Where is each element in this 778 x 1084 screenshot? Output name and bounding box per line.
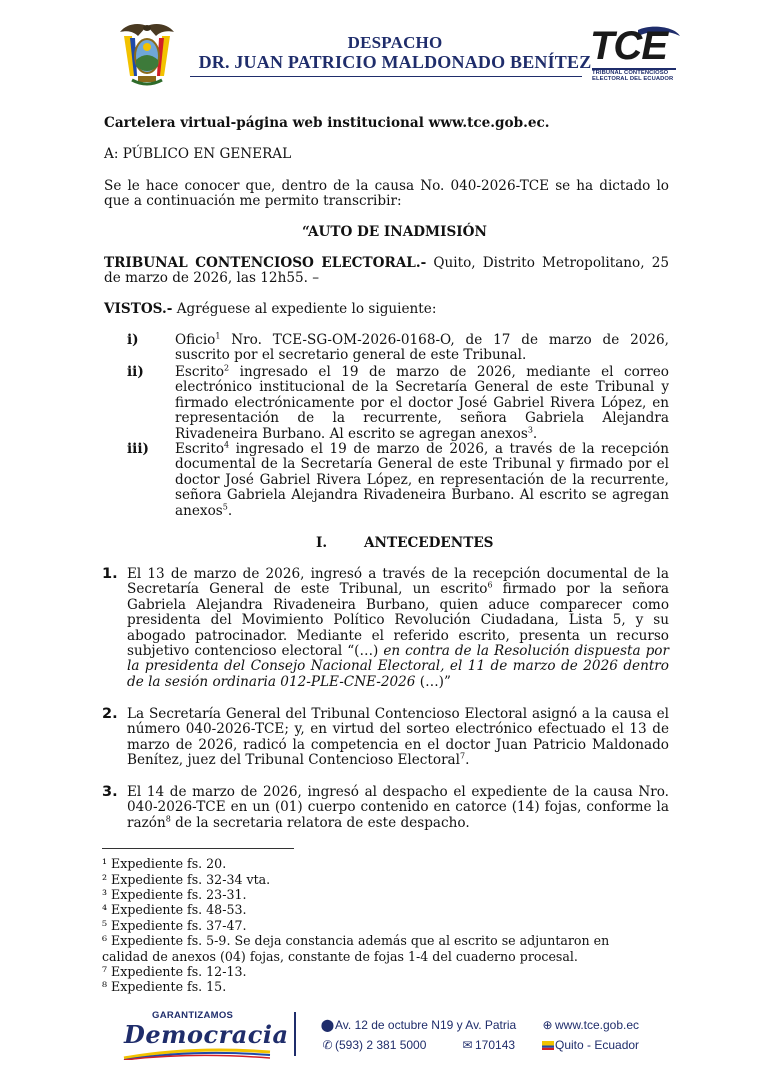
- footnote-ref: 1: [215, 331, 221, 341]
- footnote: ⁵ Expediente fs. 37-47.: [102, 918, 247, 933]
- footer-divider: [294, 1012, 296, 1056]
- footer-pobox: [460, 1038, 515, 1052]
- item-text: El 13 de marzo de 2026, ingresó a través de la recepción documental de la Secretaría General de este Tribunal, un escrito: [127, 566, 669, 598]
- pobox-text: 170143: [475, 1038, 516, 1052]
- numbered-item: [127, 567, 669, 690]
- item-text: ingresado el 19 de marzo de 2026, mediante el correo electrónico institucional de la Secretaría General de este Tribunal y firmado electrónicamente por el doctor José Gabriel Rivera López, en representación de la recurrente, señora Gabriela Alejandra Rivadeneira Burbano. Al escrito se agregan anexos: [175, 364, 669, 442]
- footnote-ref: 4: [224, 440, 230, 450]
- globe-icon: ⊕: [542, 1018, 553, 1032]
- item-text: .: [532, 425, 538, 442]
- list-item: [175, 333, 669, 364]
- numbered-item: [127, 785, 669, 831]
- numbered-item: [127, 707, 669, 769]
- list-item: [175, 365, 669, 442]
- website-text: www.tce.gob.ec: [555, 1018, 640, 1032]
- democracia-logo-main: Democracia: [124, 1020, 289, 1049]
- item-text: ingresado el 19 de marzo de 2026, a través de la recepción documental de la Secretaría General de este Tribunal y firmado por el doctor José Gabriel Rivera López, en representación de la recurrente, señora Gabriela Alejandra Rivadeneira Burbano. Al escrito se agregan anexos: [175, 441, 669, 519]
- tce-logo-subtitle-2: ELECTORAL DEL ECUADOR: [592, 76, 674, 82]
- tce-logo: [588, 26, 684, 88]
- footnote-ref: 5: [222, 502, 228, 512]
- footnote-ref: 8: [165, 814, 171, 824]
- item-text: Oficio: [175, 332, 216, 348]
- footnote: ⁸ Expediente fs. 15.: [102, 979, 227, 994]
- item-text: Nro. TCE-SG-OM-2026-0168-O, de 17 de marzo de 2026, suscrito por el secretario general de este Tribunal.: [175, 332, 669, 364]
- phone-text: (593) 2 381 5000: [335, 1038, 427, 1052]
- item-text: La Secretaría General del Tribunal Contencioso Electoral asignó a la causa el número 040-2026-TCE; y, en virtud del sorteo electrónico efectuado el 13 de marzo de 2026, radicó la competencia en el doctor Juan Patricio Maldonado Benítez, juez del Tribunal Contencioso Electoral: [127, 706, 669, 769]
- item-text: El 14 de marzo de 2026, ingresó al despacho el expediente de la causa Nro. 040-2026-TCE en un (01) cuerpo contenido en catorce (14) fojas, conforme la razón: [127, 784, 669, 831]
- footnote: ³ Expediente fs. 23-31.: [102, 887, 247, 902]
- numbered-item-number: 2.: [102, 706, 118, 722]
- item-text: de la secretaria relatora de este despacho.: [170, 814, 470, 831]
- tribunal-heading: TRIBUNAL CONTENCIOSO ELECTORAL.-: [104, 255, 427, 271]
- item-text: firmado por la señora Gabriela Alejandra Rivadeneira Burbano, quien aduce comparecer como presidenta del Movimiento Político Revolución Ciudadana, Lista 5, y su abogado patrocinador. Mediante el referido escrito, presenta un recurso subjetivo contencioso electoral “(…): [127, 581, 669, 660]
- ecuador-coat-of-arms: [116, 20, 178, 88]
- tce-logo-text: TCE: [590, 24, 667, 68]
- flag-swoosh-icon: [122, 1048, 272, 1060]
- recipient-line: A: PÚBLICO EN GENERAL: [104, 146, 292, 162]
- city-text: Quito - Ecuador: [555, 1038, 640, 1052]
- footer-website: [540, 1018, 639, 1032]
- list-item: [175, 442, 669, 519]
- footer-address: [320, 1018, 516, 1032]
- footnote: ² Expediente fs. 32-34 vta.: [102, 872, 271, 887]
- item-text: Escrito: [175, 364, 225, 380]
- footnote-divider: [102, 848, 294, 849]
- democracia-logo-top: GARANTIZAMOS: [152, 1010, 234, 1021]
- footnote-ref: 6: [487, 580, 493, 590]
- vistos-heading: VISTOS.-: [104, 301, 173, 317]
- address-text: Av. 12 de octubre N19 y Av. Patria: [335, 1018, 517, 1032]
- tribunal-paragraph: [104, 256, 669, 287]
- mail-icon: ✉: [462, 1038, 473, 1052]
- footnote-ref: 3: [527, 425, 533, 435]
- auto-title: “AUTO DE INADMISIÓN: [302, 224, 487, 240]
- section-title: ANTECEDENTES: [364, 535, 494, 551]
- item-text: Escrito: [175, 441, 225, 457]
- item-label: ii): [127, 364, 144, 380]
- intro-paragraph: Se le hace conocer que, dentro de la causa No. 040-2026-TCE se ha dictado lo que a continuación me permito transcribir:: [104, 178, 669, 210]
- item-text: (…)”: [415, 673, 451, 690]
- header-judge-name: DR. JUAN PATRICIO MALDONADO BENÍTEZ: [198, 52, 592, 72]
- footnote-ref: 2: [224, 363, 230, 373]
- cartelera-line: Cartelera virtual-página web institucional www.tce.gob.ec.: [104, 115, 550, 131]
- quoted-resolution: en contra de la Resolución dispuesta por la presidenta del Consejo Nacional Electoral, el 11 de marzo de 2026 dentro de la sesión ordinaria 012-PLE-CNE-2026: [127, 643, 669, 690]
- phone-icon: ✆: [322, 1038, 333, 1052]
- numbered-item-number: 1.: [102, 566, 118, 582]
- tce-logo-subtitle-1: TRIBUNAL CONTENCIOSO: [592, 70, 669, 76]
- header-divider: [190, 76, 582, 77]
- section-number: I.: [316, 535, 328, 551]
- democracia-logo: [118, 1008, 289, 1064]
- footnote: ⁴ Expediente fs. 48-53.: [102, 902, 247, 917]
- item-label: i): [127, 332, 139, 348]
- item-label: iii): [127, 441, 149, 457]
- item-text: .: [465, 752, 470, 769]
- tribunal-date: Quito, Distrito Metropolitano, 25 de marzo de 2026, las 12h55. –: [104, 255, 669, 287]
- ecuador-flag-icon: [540, 1038, 555, 1052]
- footnote-ref: 7: [460, 751, 466, 761]
- coat-of-arms-icon: [116, 20, 178, 88]
- footnote: ⁷ Expediente fs. 12-13.: [102, 964, 247, 979]
- numbered-item-number: 3.: [102, 784, 118, 800]
- item-text: .: [227, 502, 233, 519]
- location-pin-icon: ⬤: [320, 1018, 335, 1032]
- header-office-label: DESPACHO: [347, 33, 443, 52]
- vistos-paragraph: [104, 302, 669, 317]
- footnote: ¹ Expediente fs. 20.: [102, 856, 227, 871]
- footnote: calidad de anexos (04) fojas, constante de fojas 1-4 del cuaderno procesal.: [102, 949, 578, 964]
- vistos-text: Agréguese al expediente lo siguiente:: [172, 301, 437, 317]
- footer-phone: [320, 1038, 426, 1052]
- footnote: ⁶ Expediente fs. 5-9. Se deja constancia además que al escrito se adjuntaron en: [102, 933, 610, 948]
- footer-city: [540, 1038, 639, 1052]
